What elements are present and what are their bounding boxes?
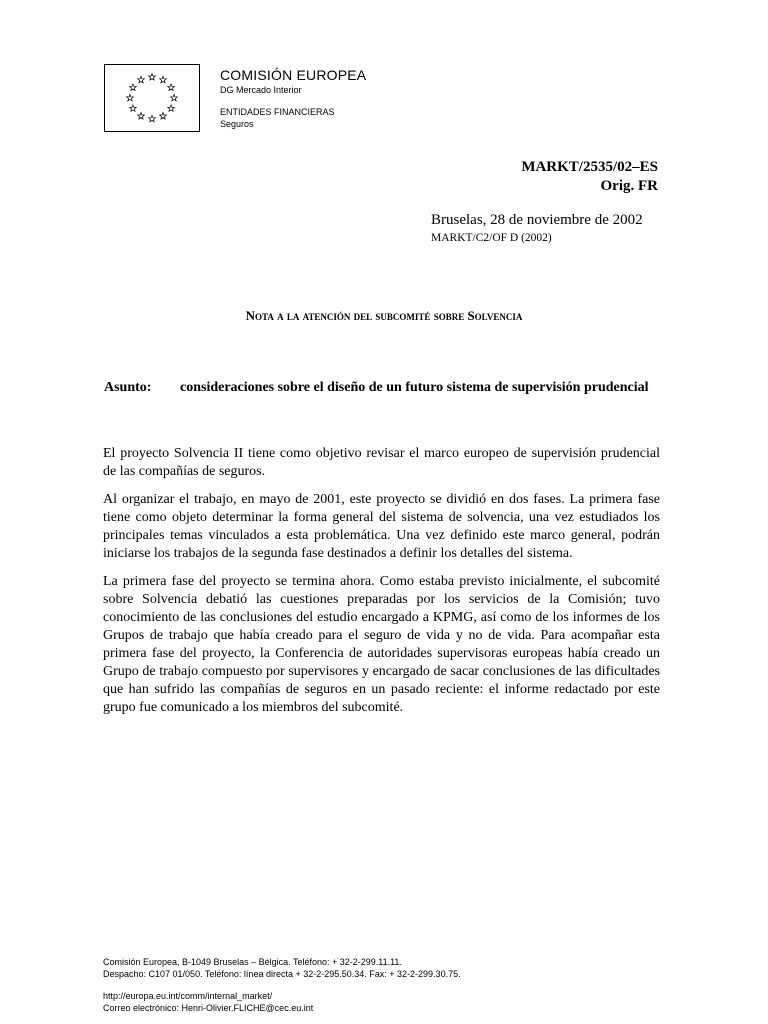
unit-subname: Seguros <box>220 119 254 129</box>
paragraph: El proyecto Solvencia II tiene como objetivo revisar el marco europeo de supervisión prudencial de las compañías de seguros. <box>103 446 660 479</box>
subject-label: Asunto: <box>104 380 152 395</box>
star-icon <box>138 76 145 83</box>
file-reference: MARKT/C2/OF D (2002) <box>431 232 552 244</box>
footer-office: Despacho: C107 01/050. Teléfono: línea directa + 32-2-295.50.34. Fax: + 32-2-299.30.75. <box>103 969 461 979</box>
footer-address: Comisión Europea, B-1049 Bruselas – Bélgica. Teléfono: + 32-2-299.11.11. <box>103 957 402 967</box>
original-language: Orig. FR <box>600 178 658 194</box>
star-icon <box>149 115 156 122</box>
star-icon <box>138 113 145 120</box>
letterhead <box>220 66 366 130</box>
eu-logo <box>104 64 200 132</box>
place-date: Bruselas, 28 de noviembre de 2002 <box>431 212 643 228</box>
star-icon <box>149 74 156 81</box>
organization-name: COMISIÓN EUROPEA <box>220 67 367 83</box>
footer-url[interactable]: http://europa.eu.int/comm/internal_market/ <box>103 991 273 1001</box>
document-reference <box>521 158 658 196</box>
star-icon <box>171 94 178 101</box>
unit-name: ENTIDADES FINANCIERAS <box>220 107 335 117</box>
star-icon <box>127 94 134 101</box>
star-icon <box>160 76 167 83</box>
star-icon <box>168 105 175 112</box>
star-icon <box>168 84 175 91</box>
note-title: Nota a la atención del subcomité sobre Solvencia <box>245 308 523 323</box>
eu-stars-icon <box>105 65 199 131</box>
paragraph: Al organizar el trabajo, en mayo de 2001, este proyecto se dividió en dos fases. La primera fase tiene como objeto determinar la forma general del sistema de solvencia, una vez estudiados los principales temas vinculados a esta problemática. Una vez definido este marco general, podrán iniciarse los trabajos de la segunda fase destinados a definir los detalles del sistema. <box>103 492 660 561</box>
subject-text: consideraciones sobre el diseño de un futuro sistema de supervisión prudencial <box>180 380 649 395</box>
paragraph: La primera fase del proyecto se termina ahora. Como estaba previsto inicialmente, el subcomité sobre Solvencia debatió las cuestiones preparadas por los servicios de la Comisión; tuvo conocimiento de las conclusiones del estudio encargado a KPMG, así como de los informes de los Grupos de trabajo que había creado para el seguro de vida y no de vida. Para acompañar esta primera fase del proyecto, la Conferencia de autoridades supervisoras europeas había creado un Grupo de trabajo compuesto por supervisores y encargado de sacar conclusiones de las dificultades que han sufrido las compañías de seguros en un pasado reciente: el informe redactado por este grupo fue comunicado a los miembros del subcomité. <box>103 574 660 715</box>
star-icon <box>130 84 137 91</box>
doc-code: MARKT/2535/02–ES <box>521 159 658 175</box>
star-icon <box>160 113 167 120</box>
body-text <box>103 445 660 727</box>
star-icon <box>130 105 137 112</box>
directorate-name: DG Mercado Interior <box>220 85 302 95</box>
footer <box>103 956 461 1014</box>
footer-email[interactable]: Correo electrónico: Henri-Olivier.FLICHE@cec.eu.int <box>103 1003 314 1013</box>
